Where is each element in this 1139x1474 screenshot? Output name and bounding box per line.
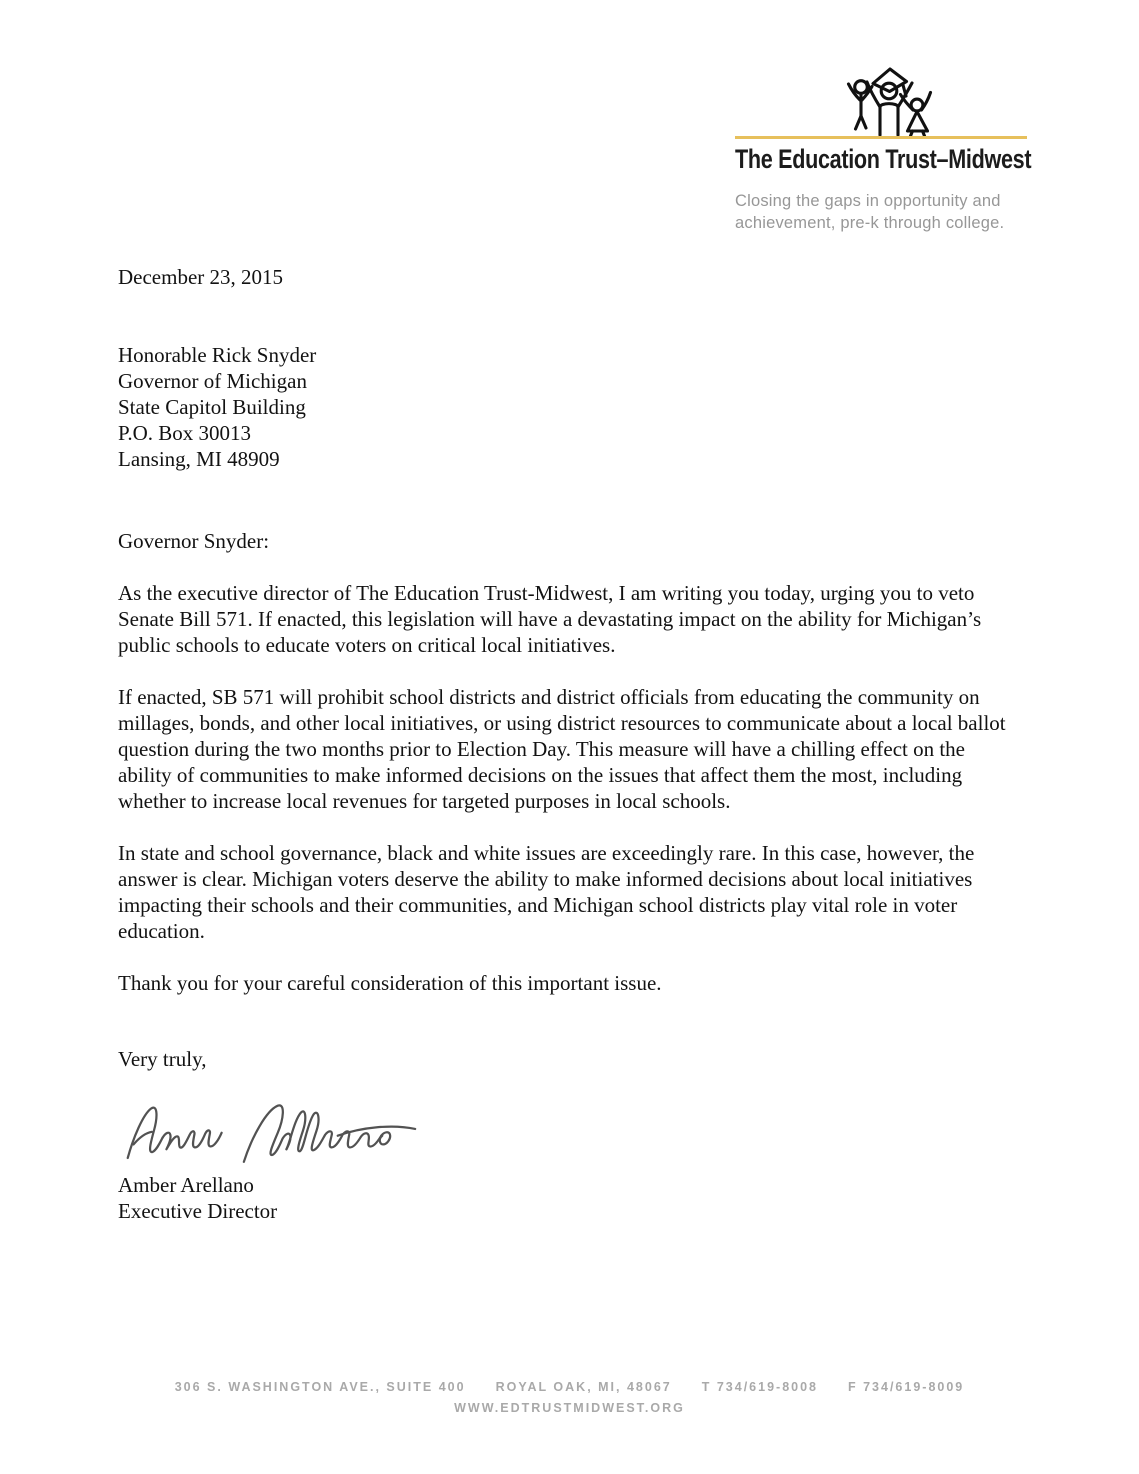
footer-fax: F 734/619-8009 — [848, 1380, 965, 1394]
recipient-line: P.O. Box 30013 — [118, 421, 252, 445]
letter-footer — [0, 1380, 1139, 1415]
recipient-address — [118, 342, 1018, 472]
org-tagline-line2: achievement, pre-k through college. — [735, 213, 1005, 232]
recipient-line: State Capitol Building — [118, 395, 306, 419]
footer-street-address: 306 S. WASHINGTON AVE., SUITE 400 — [174, 1380, 466, 1394]
recipient-line: Honorable Rick Snyder — [118, 343, 317, 367]
sender-title: Executive Director — [118, 1199, 278, 1223]
three-students-graduation-icon — [837, 58, 941, 136]
org-name: The Education Trust–Midwest — [735, 144, 1032, 174]
sender-name: Amber Arellano — [118, 1173, 254, 1197]
org-tagline-line1: Closing the gaps in opportunity and — [735, 192, 1001, 210]
salutation: Governor Snyder: — [118, 529, 270, 553]
footer-city: ROYAL OAK, MI, 48067 — [495, 1380, 672, 1394]
body-paragraph-1: As the executive director of The Education Trust-Midwest, I am writing you today, urging you to veto Senate Bill 571. If enacted, this legislation will have a devastating impact on the ability for Michigan’s public schools to educate voters on critical local initiatives. — [118, 581, 982, 657]
body-paragraph-2: If enacted, SB 571 will prohibit school districts and district officials from educating the community on millages, bonds, and other local initiatives, or using district resources to communicate about a local ballot question during the two months prior to Election Day. This measure will have a chilling effect on the ability of communities to make informed decisions on the issues that affect them the most, including whether to increase local revenues for targeted purposes in local schools. — [118, 685, 1006, 813]
letter-body — [118, 264, 1018, 1224]
recipient-line: Lansing, MI 48909 — [118, 447, 280, 471]
footer-contact-line — [0, 1380, 1139, 1394]
body-paragraph-3: In state and school governance, black and white issues are exceedingly rare. In this case, however, the answer is clear. Michigan voters deserve the ability to make informed decisions about local initiatives impacting their schools and their communities, and Michigan school districts play vital role in voter education. — [118, 841, 975, 943]
org-logo-block — [735, 58, 1032, 235]
body-paragraph-4: Thank you for your careful consideration of this important issue. — [118, 971, 662, 995]
footer-website: WWW.EDTRUSTMIDWEST.ORG — [454, 1401, 685, 1415]
recipient-line: Governor of Michigan — [118, 369, 307, 393]
closing-line: Very truly, — [118, 1047, 207, 1071]
org-tagline — [735, 191, 1027, 235]
date-line: December 23, 2015 — [118, 265, 284, 289]
logo-gold-rule — [735, 136, 1027, 139]
footer-phone: T 734/619-8008 — [701, 1380, 818, 1394]
handwritten-signature-image — [120, 1084, 1018, 1170]
